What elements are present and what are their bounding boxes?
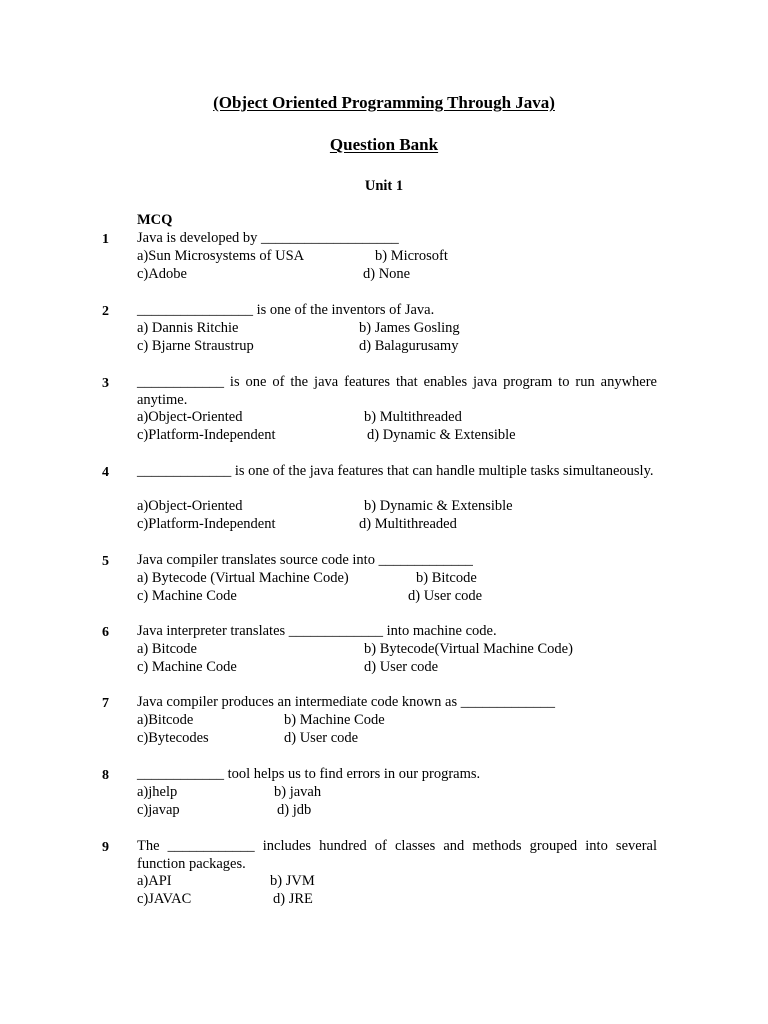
option-a: a) Dannis Ritchie [137,320,239,336]
question-text: ____________ tool helps us to find errors in our programs. [137,766,481,782]
option-c: c)Platform-Independent [137,427,276,443]
question-text: Java interpreter translates _____________ into machine code. [137,623,497,639]
question-number: 3 [102,376,109,391]
option-b: b) javah [274,784,322,800]
question-text: ________________ is one of the inventors of Java. [137,302,435,318]
option-b: b) Multithreaded [364,409,462,425]
option-d: d) None [363,266,411,282]
question-number: 6 [102,625,109,640]
option-c: c) Machine Code [137,588,237,604]
question-text: The ____________ includes hundred of classes and methods grouped into several function packages. [137,838,657,872]
question-number: 7 [102,696,109,711]
question-text: Java compiler produces an intermediate code known as _____________ [137,694,555,710]
option-c: c)Bytecodes [137,730,209,746]
option-c: c)javap [137,802,180,818]
option-c: c)Adobe [137,266,187,282]
option-b: b) JVM [270,873,315,889]
option-c: c) Bjarne Straustrup [137,338,254,354]
question-number: 8 [102,768,109,783]
option-d: d) User code [364,659,439,675]
question-number: 9 [102,840,109,855]
option-d: d) Balagurusamy [359,338,459,354]
section-label: MCQ [137,212,173,228]
option-a: a)jhelp [137,784,178,800]
option-d: d) Multithreaded [359,516,457,532]
option-d: d) User code [408,588,483,604]
option-b: b) Dynamic & Extensible [364,498,513,514]
unit-heading: Unit 1 [364,178,404,194]
question-number: 2 [102,304,109,319]
option-d: d) User code [284,730,359,746]
option-a: a)Sun Microsystems of USA [137,248,305,264]
option-d: d) Dynamic & Extensible [367,427,516,443]
question-text: Java is developed by ___________________ [137,230,399,246]
option-a: a)Object-Oriented [137,409,243,425]
option-a: a)API [137,873,172,889]
option-c: c) Machine Code [137,659,237,675]
option-d: d) jdb [277,802,312,818]
question-text: ____________ is one of the java features that enables java program to run anywhere anytime. [137,374,657,408]
option-a: a)Object-Oriented [137,498,243,514]
question-number: 4 [102,465,109,480]
question-number: 1 [102,232,109,247]
option-b: b) Microsoft [375,248,448,264]
question-text: _____________ is one of the java features that can handle multiple tasks simultaneously. [137,463,654,479]
document-title: (Object Oriented Programming Through Java) [213,93,555,112]
option-b: b) Bytecode(Virtual Machine Code) [364,641,573,657]
option-a: a)Bitcode [137,712,194,728]
option-b: b) James Gosling [359,320,460,336]
document-subtitle: Question Bank [329,135,439,154]
option-b: b) Bitcode [416,570,477,586]
option-c: c)Platform-Independent [137,516,276,532]
question-number: 5 [102,554,109,569]
option-a: a) Bitcode [137,641,197,657]
option-d: d) JRE [273,891,313,907]
option-a: a) Bytecode (Virtual Machine Code) [137,570,349,586]
question-text: Java compiler translates source code into _____________ [137,552,473,568]
option-c: c)JAVAC [137,891,192,907]
option-b: b) Machine Code [284,712,385,728]
